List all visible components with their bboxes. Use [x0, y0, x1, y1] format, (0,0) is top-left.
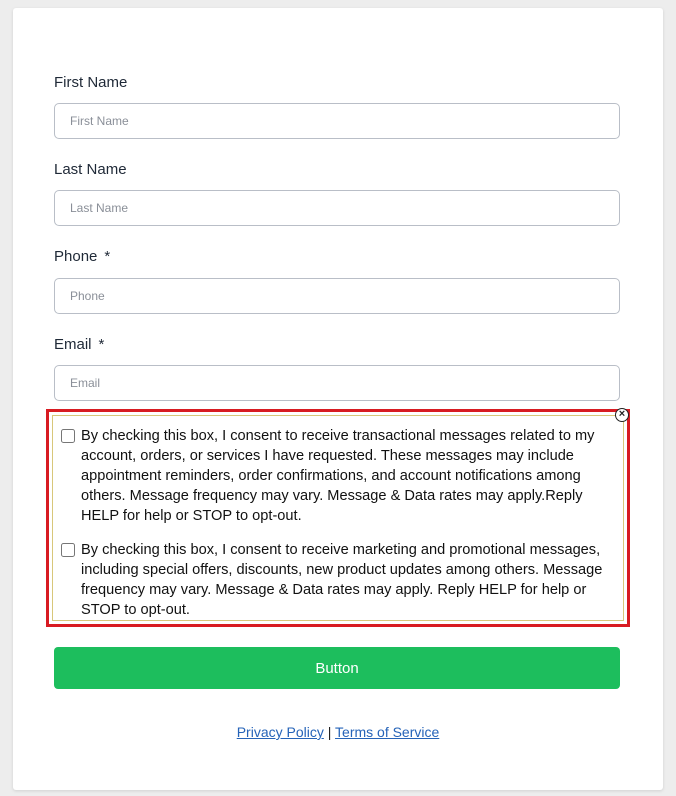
first-name-input[interactable] — [54, 103, 620, 139]
phone-label-text: Phone — [54, 248, 98, 265]
email-label-text: Email — [54, 336, 92, 353]
email-required-mark: * — [98, 336, 105, 353]
consent-container — [52, 415, 624, 621]
transactional-consent-checkbox[interactable] — [61, 429, 75, 443]
phone-required-mark: * — [104, 248, 111, 265]
last-name-label-text: Last Name — [54, 161, 127, 178]
marketing-consent-text: By checking this box, I consent to receive marketing and promotional messages, including special offers, discounts, new product updates among others. Message frequency may vary. Message & Data rates may apply. Reply HELP for help or STOP to opt-out. — [81, 542, 603, 618]
consent-highlight-box — [46, 409, 630, 627]
last-name-input[interactable] — [54, 190, 620, 226]
email-label — [54, 336, 104, 353]
email-input[interactable] — [54, 365, 620, 401]
footer-links — [13, 724, 663, 740]
submit-button[interactable]: Button — [54, 647, 620, 689]
phone-label — [54, 248, 110, 265]
first-name-label — [54, 74, 127, 91]
first-name-label-text: First Name — [54, 74, 128, 91]
form-card — [13, 8, 663, 790]
transactional-consent-text: By checking this box, I consent to receive transactional messages related to my account, orders, or services I have requested. These messages may include appointment reminders, order confirmations, and account notifications among others. Message frequency may vary. Message & Data rates may apply.Reply HELP for help or STOP to opt-out. — [81, 428, 595, 524]
close-icon[interactable]: × — [615, 408, 629, 422]
privacy-policy-link[interactable]: Privacy Policy — [236, 724, 324, 740]
footer-separator: | — [327, 724, 332, 740]
last-name-label — [54, 161, 127, 178]
terms-of-service-link[interactable]: Terms of Service — [335, 724, 440, 740]
phone-input[interactable] — [54, 278, 620, 314]
marketing-consent-checkbox[interactable] — [61, 543, 75, 557]
